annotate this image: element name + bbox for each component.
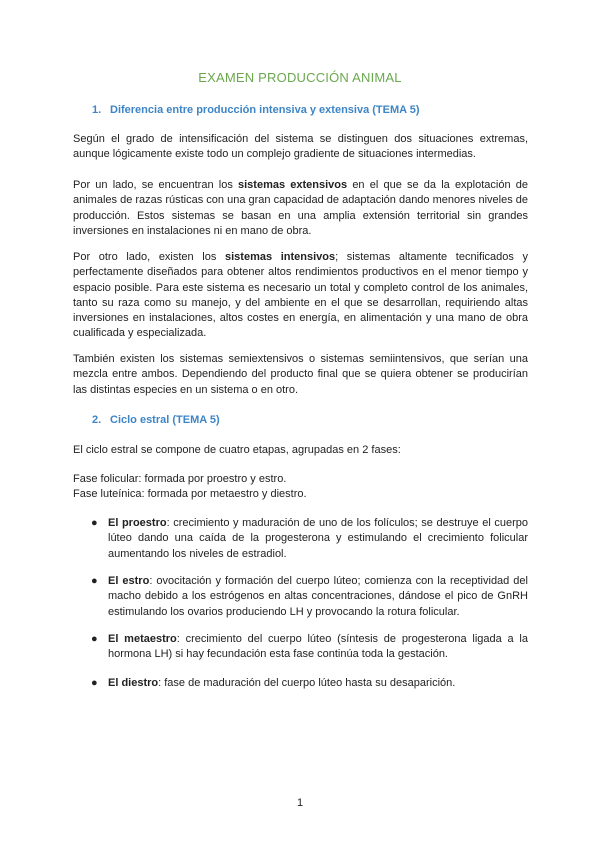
bullet-text: : crecimiento y maduración de uno de los folículos; se destruye el cuerpo lúteo dando una caída de la progesterona y estimulando el crecimiento folicular aumentando los niveles de estradiol. — [108, 517, 528, 560]
section-1-paragraph-2 — [73, 178, 528, 239]
section-1-heading-text: Diferencia entre producción intensiva y extensiva (TEMA 5) — [110, 104, 420, 116]
p2-text-b: en el que se da la explotación de animales de razas rústicas con una gran capacidad de adaptación dando menores niveles de producción. Estos sistemas se basan en una amplia extensión territorial sin grandes inversiones en instalaciones ni en mano de obra. — [73, 179, 529, 237]
section-2-heading — [92, 414, 220, 426]
bullet-term: El estro — [108, 575, 150, 587]
section-1-heading — [92, 104, 420, 116]
bullet-text: : ovocitación y formación del cuerpo lúteo; comienza con la receptividad del macho debido a los estrógenos en altas concentraciones, dándose el pico de GnRH estimulando los ovarios produciendo LH y provocando la rotura folicular. — [108, 575, 528, 618]
bullet-icon: ● — [91, 633, 98, 645]
section-1-paragraph-3 — [73, 250, 528, 342]
section-2-heading-text: Ciclo estral (TEMA 5) — [110, 414, 220, 426]
section-2-number: 2. — [92, 414, 102, 426]
section-1-paragraph-1: Según el grado de intensificación del sistema se distinguen dos situaciones extremas, aunque lógicamente existe todo un complejo gradiente de situaciones intermedias. — [73, 133, 528, 161]
p3-text-a: Por otro lado, existen los — [73, 251, 225, 263]
p2-bold-term: sistemas extensivos — [238, 179, 348, 191]
p3-text-b: ; sistemas altamente tecnificados y perfectamente diseñados para obtener altos rendimientos productivos en el menor tiempo y espacio posible. Para este sistema es necesario un total y completo control de los animales, tanto su raza como su manejo, y del ambiente en el que se desarrollan, requiriendo altas inversiones en instalaciones, altos costes en energía, en alimentación y una mano de obra cualificada y especializada. — [73, 251, 528, 340]
bullet-term: El metaestro — [108, 633, 177, 645]
section-1-number: 1. — [92, 104, 102, 116]
fase-folicular-line: Fase folicular: formada por proestro y estro. — [73, 473, 287, 485]
section-1-paragraph-4: También existen los sistemas semiextensivos o sistemas semiintensivos, que serían una mezcla entre ambos. Dependiendo del producto final que se quiera obtener se producirían las distintas especies en un sistema o en otro. — [73, 353, 528, 396]
section-2-intro: El ciclo estral se compone de cuatro etapas, agrupadas en 2 fases: — [73, 444, 401, 456]
bullet-icon: ● — [91, 575, 98, 587]
page-number: 1 — [296, 797, 304, 809]
bullet-term: El proestro — [108, 517, 167, 529]
bullet-text: : fase de maduración del cuerpo lúteo hasta su desaparición. — [158, 677, 456, 689]
bullet-text: : crecimiento del cuerpo lúteo (síntesis de progesterona ligada a la hormona LH) si hay fecundación esta fase continúa toda la gestación. — [108, 633, 528, 661]
bullet-icon: ● — [91, 677, 98, 689]
bullet-diestro — [108, 676, 528, 691]
p3-bold-term: sistemas intensivos — [225, 251, 336, 263]
document-title: EXAMEN PRODUCCIÓN ANIMAL — [198, 70, 402, 85]
bullet-metaestro — [108, 632, 528, 663]
bullet-proestro — [108, 516, 528, 562]
bullet-icon: ● — [91, 517, 98, 529]
bullet-estro — [108, 574, 528, 620]
fase-luteinica-line: Fase luteínica: formada por metaestro y diestro. — [73, 488, 307, 500]
p2-text-a: Por un lado, se encuentran los — [73, 179, 238, 191]
bullet-term: El diestro — [108, 677, 159, 689]
